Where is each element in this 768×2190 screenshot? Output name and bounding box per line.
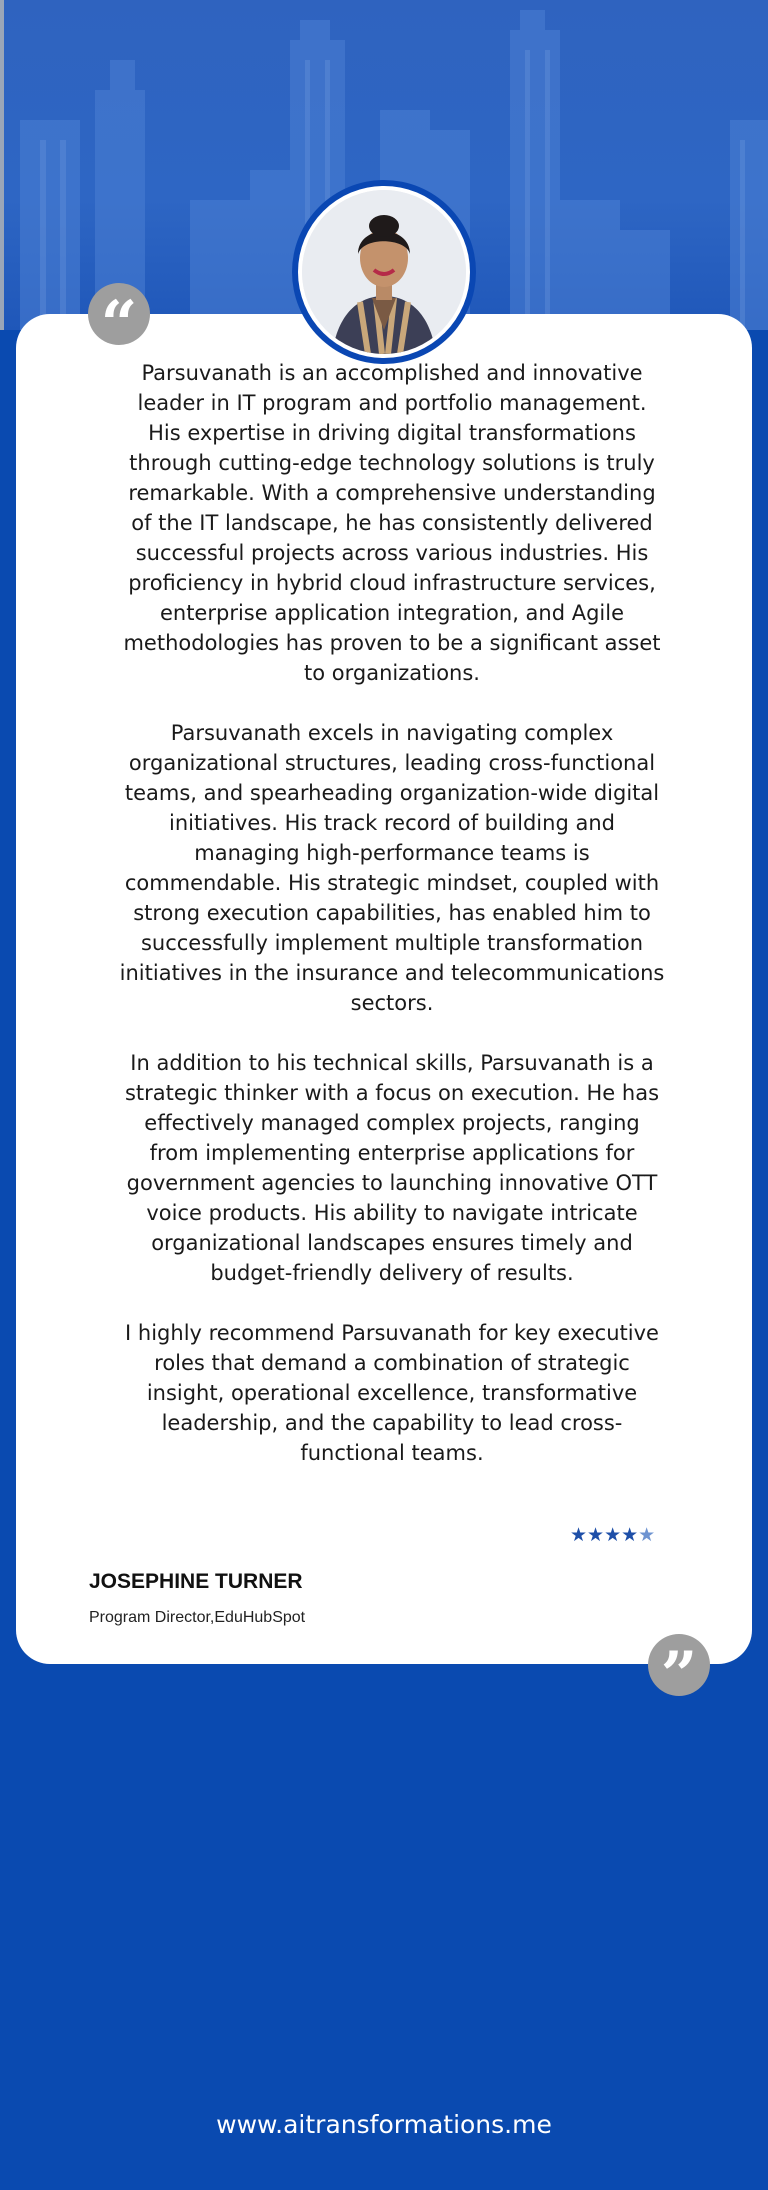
quote-close-icon: ” bbox=[648, 1634, 710, 1696]
website-link[interactable]: www.aitransformations.me bbox=[216, 2110, 552, 2139]
testimonial-paragraph: I highly recommend Parsuvanath for key executive roles that demand a combination of strategic insight, operational excellence, transformative leadership, and the capability to lead cross-functional teams. bbox=[125, 1321, 659, 1465]
testimonial-paragraph: Parsuvanath is an accomplished and innovative leader in IT program and portfolio management. His expertise in driving digital transformations through cutting-edge technology solutions is truly remarkable. With a comprehensive understanding of the IT landscape, he has consistently delivered successful projects across various industries. His proficiency in hybrid cloud infrastructure services, enterprise application integration, and Agile methodologies has proven to be a significant asset to organizations. bbox=[123, 361, 661, 685]
author-name: JOSEPHINE TURNER bbox=[89, 1570, 303, 1593]
testimonial-paragraph: In addition to his technical skills, Parsuvanath is a strategic thinker with a focus on execution. He has effectively managed complex projects, ranging from implementing enterprise applications for government agencies to launching innovative OTT voice products. His ability to navigate intricate organizational landscapes ensures timely and budget-friendly delivery of results. bbox=[124, 1051, 660, 1285]
star-icons-full: ★★★★ bbox=[570, 1524, 639, 1546]
banner-edge bbox=[0, 0, 4, 330]
testimonial-text bbox=[118, 358, 666, 1498]
star-rating bbox=[570, 1524, 660, 1546]
author-title: Program Director,EduHubSpot bbox=[89, 1609, 306, 1626]
avatar bbox=[302, 190, 466, 354]
person-portrait-icon bbox=[302, 190, 466, 354]
testimonial-paragraph: Parsuvanath excels in navigating complex organizational structures, leading cross-functional teams, and spearheading organization-wide digital initiatives. His track record of building and managing high-performance teams is commendable. His strategic mindset, coupled with strong execution capabilities, has enabled him to successfully implement multiple transformation initiatives in the insurance and telecommunications sectors. bbox=[119, 721, 665, 1015]
star-icon-half: ★ bbox=[638, 1524, 656, 1546]
quote-open-icon: “ bbox=[88, 283, 150, 345]
